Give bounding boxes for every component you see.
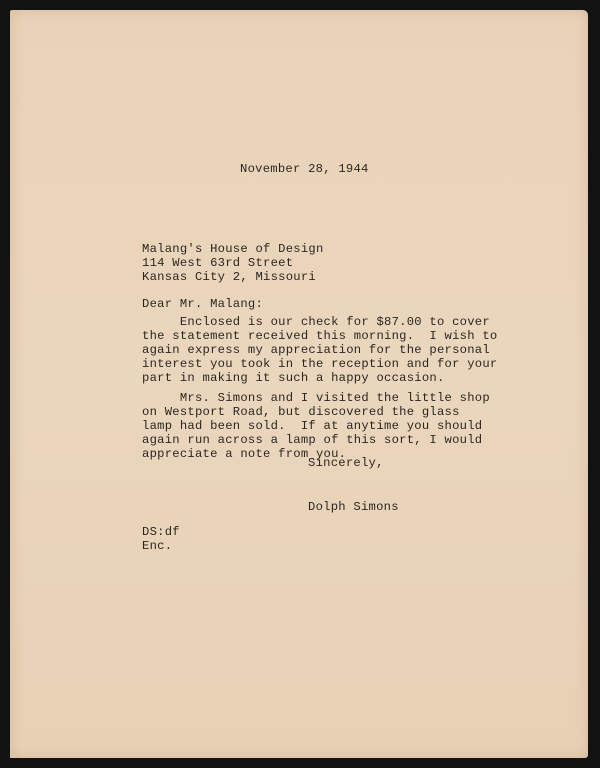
letter-body <box>10 10 588 758</box>
paragraph-2-line-2: on Westport Road, but discovered the glass <box>142 405 460 419</box>
enclosure-note: Enc. <box>142 539 173 553</box>
recipient-city: Kansas City 2, Missouri <box>142 270 316 284</box>
paragraph-2-line-1: Mrs. Simons and I visited the little shop <box>142 391 490 405</box>
paragraph-1-line-2: the statement received this morning. I wish to <box>142 329 498 343</box>
paragraph-2-line-4: again run across a lamp of this sort, I would <box>142 433 483 447</box>
reference-initials: DS:df <box>142 525 180 539</box>
closing: Sincerely, <box>308 456 384 470</box>
letter-date: November 28, 1944 <box>240 162 369 176</box>
salutation: Dear Mr. Malang: <box>142 297 264 311</box>
recipient-name: Malang's House of Design <box>142 242 324 256</box>
letter-page <box>10 10 588 758</box>
recipient-street: 114 West 63rd Street <box>142 256 294 270</box>
signature-name: Dolph Simons <box>308 500 399 514</box>
paragraph-1-line-3: again express my appreciation for the personal <box>142 343 490 357</box>
paragraph-1-line-4: interest you took in the reception and for your <box>142 357 498 371</box>
paragraph-1-line-5: part in making it such a happy occasion. <box>142 371 445 385</box>
paragraph-2-line-3: lamp had been sold. If at anytime you should <box>142 419 483 433</box>
paragraph-1-line-1: Enclosed is our check for $87.00 to cover <box>142 315 490 329</box>
paragraph-2-line-5: appreciate a note from you. <box>142 447 347 461</box>
